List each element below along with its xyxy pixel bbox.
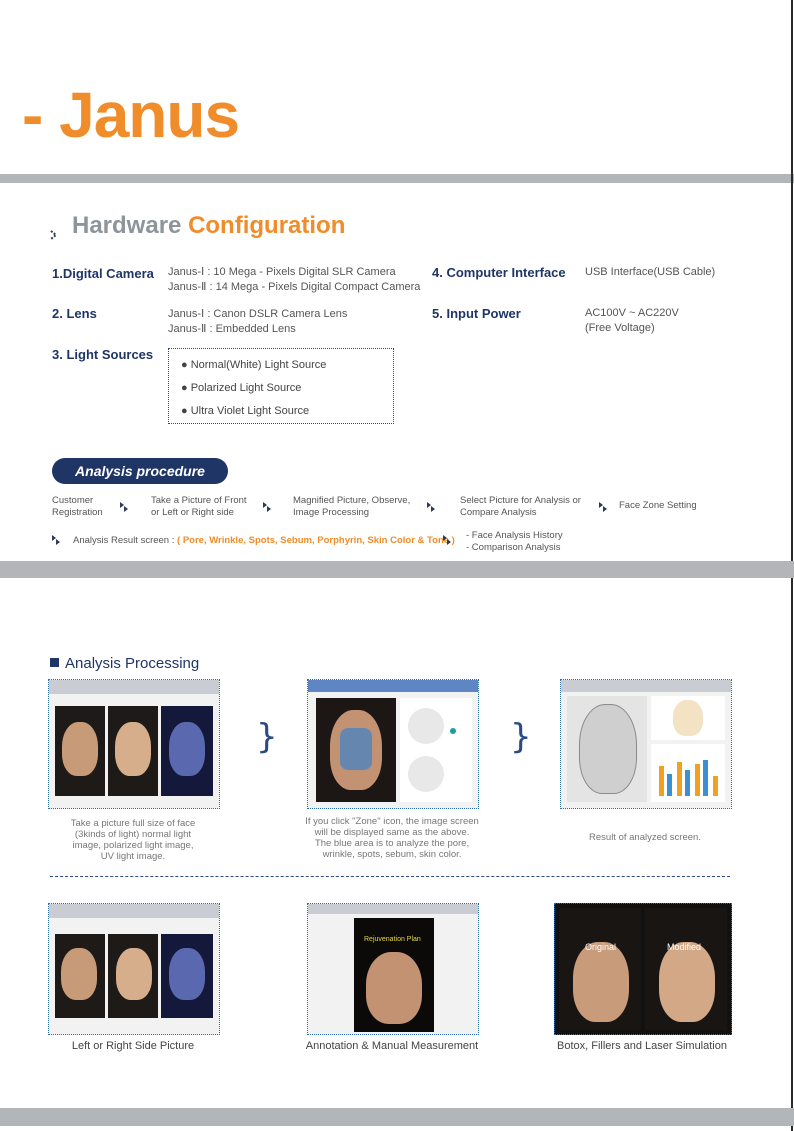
side-photo-2 [108, 934, 158, 1018]
caption-line: If you click "Zone" icon, the image screen [305, 816, 479, 827]
step-3-line-1: Magnified Picture, Observe, [293, 495, 411, 506]
caption-three-lights [40, 818, 226, 862]
hardware-heading [50, 212, 345, 240]
zone-photo [316, 698, 396, 802]
step-5-line-1: Face Zone Setting [619, 500, 697, 511]
screenshot-toolbar [49, 680, 219, 694]
step-1-line-1: Customer [52, 495, 94, 506]
step-5 [619, 500, 697, 512]
header-divider-band [0, 174, 794, 183]
annotation-photo [354, 918, 434, 1032]
analysis-result-prefix: Analysis Result screen : [73, 535, 178, 546]
step-3 [293, 495, 410, 519]
screenshot-simulation [554, 903, 732, 1035]
result-zone-map [651, 696, 725, 740]
side-photo-uv [161, 934, 213, 1018]
caption-annotation: Annotation & Manual Measurement [305, 1040, 479, 1052]
photo-polarized [108, 706, 158, 796]
spec-value-power-1: AC100V ~ AC220V [585, 307, 679, 319]
screenshot-zone [307, 679, 479, 809]
result-arrow-icon [52, 535, 62, 545]
spec-label-lens: 2. Lens [52, 306, 97, 321]
light-source-polarized: ● Polarized Light Source [181, 382, 302, 394]
hardware-heading-gray: Hardware [72, 212, 182, 239]
caption-side-pictures: Left or Right Side Picture [71, 1040, 195, 1052]
simulation-modified [645, 908, 727, 1030]
step-4-line-2: Compare Analysis [460, 507, 537, 518]
history-item-2: - Comparison Analysis [466, 542, 561, 553]
hardware-heading-orange: Configuration [188, 212, 346, 239]
analysis-procedure-pill: Analysis procedure [52, 458, 228, 484]
spec-value-camera-1: Janus-Ⅰ : 10 Mega - Pixels Digital SLR Camera [168, 266, 396, 278]
caption-line: Take a picture full size of face [70, 818, 196, 829]
analysis-result-highlight: ( Pore, Wrinkle, Spots, Sebum, Porphyrin, Skin Color & Tone ) [177, 535, 455, 546]
step-1-line-2: Registration [52, 507, 103, 518]
screenshot-three-lights [48, 679, 220, 809]
screenshot-result [560, 679, 732, 809]
analysis-result-line [73, 535, 455, 547]
step-4 [460, 495, 581, 519]
light-sources-box [168, 348, 394, 424]
step-2-line-1: Take a Picture of Front [151, 495, 247, 506]
modified-label: Modified [667, 942, 702, 952]
screenshot-annotation [307, 903, 479, 1035]
step-arrow-icon [263, 502, 273, 512]
side-photo-1 [55, 934, 105, 1018]
caption-line: (3kinds of light) normal light [74, 829, 192, 840]
rejuvenation-plan-label: Rejuvenation Plan [364, 936, 421, 943]
caption-line: Result of analyzed screen. [589, 832, 701, 843]
step-2 [151, 495, 247, 519]
spec-label-light: 3. Light Sources [52, 347, 154, 362]
step-3-line-2: Image Processing [293, 507, 370, 518]
spec-value-interface: USB Interface(USB Cable) [585, 266, 716, 278]
dashed-separator [50, 876, 730, 877]
spec-value-lens-2: Janus-Ⅱ : Embedded Lens [168, 323, 296, 335]
arrow-icon [50, 220, 62, 232]
caption-line: image, polarized light image, [72, 840, 194, 851]
zone-panel [400, 698, 472, 802]
spec-value-lens-1: Janus-Ⅰ : Canon DSLR Camera Lens [168, 308, 348, 320]
analysis-processing-heading-text: Analysis Processing [65, 655, 200, 672]
square-bullet-icon [50, 658, 59, 667]
photo-uv [161, 706, 213, 796]
brace-icon: } [256, 717, 278, 757]
analysis-processing-heading [50, 655, 199, 672]
spec-label-interface: 4. Computer Interface [432, 265, 566, 280]
caption-zone [295, 816, 489, 860]
step-arrow-icon [427, 502, 437, 512]
spec-value-power-2: (Free Voltage) [585, 322, 655, 334]
spec-value-camera-2: Janus-Ⅱ : 14 Mega - Pixels Digital Compact Camera [168, 281, 421, 293]
step-arrow-icon [599, 502, 609, 512]
light-source-uv: ● Ultra Violet Light Source [181, 405, 310, 417]
history-list [466, 530, 563, 554]
simulation-original [559, 908, 641, 1030]
photo-normal [55, 706, 105, 796]
light-source-normal: ● Normal(White) Light Source [181, 359, 327, 371]
result-bar-chart [651, 744, 725, 802]
caption-simulation: Botox, Fillers and Laser Simulation [557, 1040, 727, 1052]
result-sketch [567, 696, 647, 802]
screenshot-toolbar [49, 904, 219, 918]
history-arrow-icon [443, 535, 453, 545]
screenshot-toolbar [308, 680, 478, 692]
screenshot-side-pictures [48, 903, 220, 1035]
original-label: Original [585, 942, 617, 952]
spec-label-power: 5. Input Power [432, 306, 521, 321]
history-item-1: - Face Analysis History [466, 530, 563, 541]
brace-icon: } [510, 717, 532, 757]
middle-divider-band [0, 561, 794, 578]
caption-line: wrinkle, spots, sebum, skin color. [322, 849, 462, 860]
caption-line: will be displayed same as the above. [314, 827, 470, 838]
screenshot-toolbar [308, 904, 478, 914]
bottom-divider-band [0, 1108, 794, 1126]
step-4-line-1: Select Picture for Analysis or [460, 495, 581, 506]
step-2-line-2: or Left or Right side [151, 507, 234, 518]
spec-label-camera: 1.Digital Camera [52, 266, 154, 281]
caption-line: UV light image. [100, 851, 166, 862]
caption-result [560, 832, 730, 843]
caption-line: The blue area is to analyze the pore, [314, 838, 470, 849]
page-title: - Janus [22, 79, 240, 151]
step-arrow-icon [120, 502, 130, 512]
screenshot-toolbar [561, 680, 731, 692]
step-1 [52, 495, 103, 519]
